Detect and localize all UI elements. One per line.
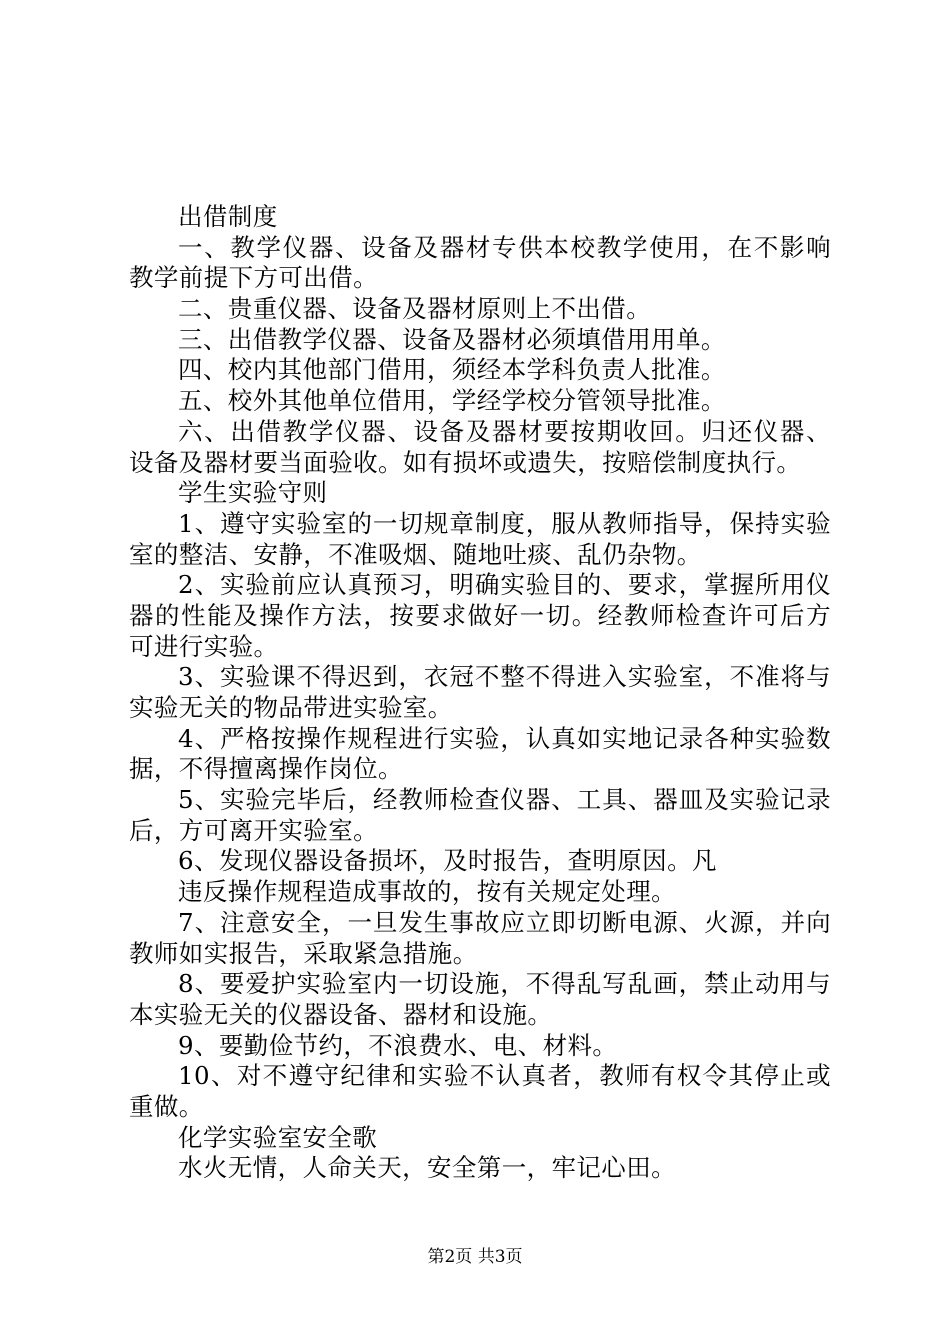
text-line: 9、要勤俭节约，不浪费水、电、材料。 <box>178 1030 618 1060</box>
text-line: 化学实验室安全歌 <box>178 1122 378 1152</box>
text-line: 器的性能及操作方法，按要求做好一切。经教师检查许可后方 <box>129 600 831 630</box>
text-line: 4、严格按操作规程进行实验，认真如实地记录各种实验数 <box>178 723 831 753</box>
text-line: 四、校内其他部门借用，须经本学科负责人批准。 <box>178 355 726 385</box>
text-line: 据，不得擅离操作岗位。 <box>129 754 403 784</box>
text-line: 违反操作规程造成事故的，按有关规定处理。 <box>178 877 676 907</box>
text-line: 六、出借教学仪器、设备及器材要按期收回。归还仪器、 <box>178 416 831 446</box>
page-number-label: 第2页 共3页 <box>427 1247 523 1267</box>
text-line: 三、出借教学仪器、设备及器材必须填借用用单。 <box>178 324 726 354</box>
text-line: 8、要爱护实验室内一切设施，不得乱写乱画，禁止动用与 <box>178 969 831 999</box>
text-line: 6、发现仪器设备损坏，及时报告，查明原因。凡 <box>178 846 717 876</box>
text-line: 10、对不遵守纪律和实验不认真者，教师有权令其停止或 <box>178 1061 831 1091</box>
text-line: 出借制度 <box>178 202 278 231</box>
text-line: 教学前提下方可出借。 <box>129 263 378 293</box>
text-line: 2、实验前应认真预习，明确实验目的、要求，掌握所用仪 <box>178 570 831 600</box>
text-line: 7、注意安全，一旦发生事故应立即切断电源、火源，并向 <box>178 907 831 937</box>
text-line: 可进行实验。 <box>129 631 279 661</box>
text-line: 一、教学仪器、设备及器材专供本校教学使用，在不影响 <box>178 232 831 262</box>
text-line: 重做。 <box>129 1091 204 1121</box>
text-line: 水火无情，人命关天，安全第一，牢记心田。 <box>178 1153 676 1183</box>
text-line: 设备及器材要当面验收。如有损坏或遗失，按赔偿制度执行。 <box>129 447 802 477</box>
text-line: 五、校外其他单位借用，学经学校分管领导批准。 <box>178 386 726 416</box>
text-line: 5、实验完毕后，经教师检查仪器、工具、器皿及实验记录 <box>178 785 831 815</box>
document-body <box>129 202 831 1184</box>
text-line: 教师如实报告，采取紧急措施。 <box>129 938 478 968</box>
text-line: 学生实验守则 <box>178 478 328 508</box>
text-line: 室的整洁、安静，不准吸烟、随地吐痰、乱仍杂物。 <box>129 539 702 569</box>
text-line: 本实验无关的仪器设备、器材和设施。 <box>129 999 553 1029</box>
text-line: 1、遵守实验室的一切规章制度，服从教师指导，保持实验 <box>178 508 831 538</box>
page-footer <box>0 1246 950 1268</box>
text-line: 后，方可离开实验室。 <box>129 815 378 845</box>
text-line: 3、实验课不得迟到，衣冠不整不得进入实验室，不准将与 <box>178 662 831 692</box>
text-line: 实验无关的物品带进实验室。 <box>129 693 453 722</box>
text-line: 二、贵重仪器、设备及器材原则上不出借。 <box>178 294 652 324</box>
